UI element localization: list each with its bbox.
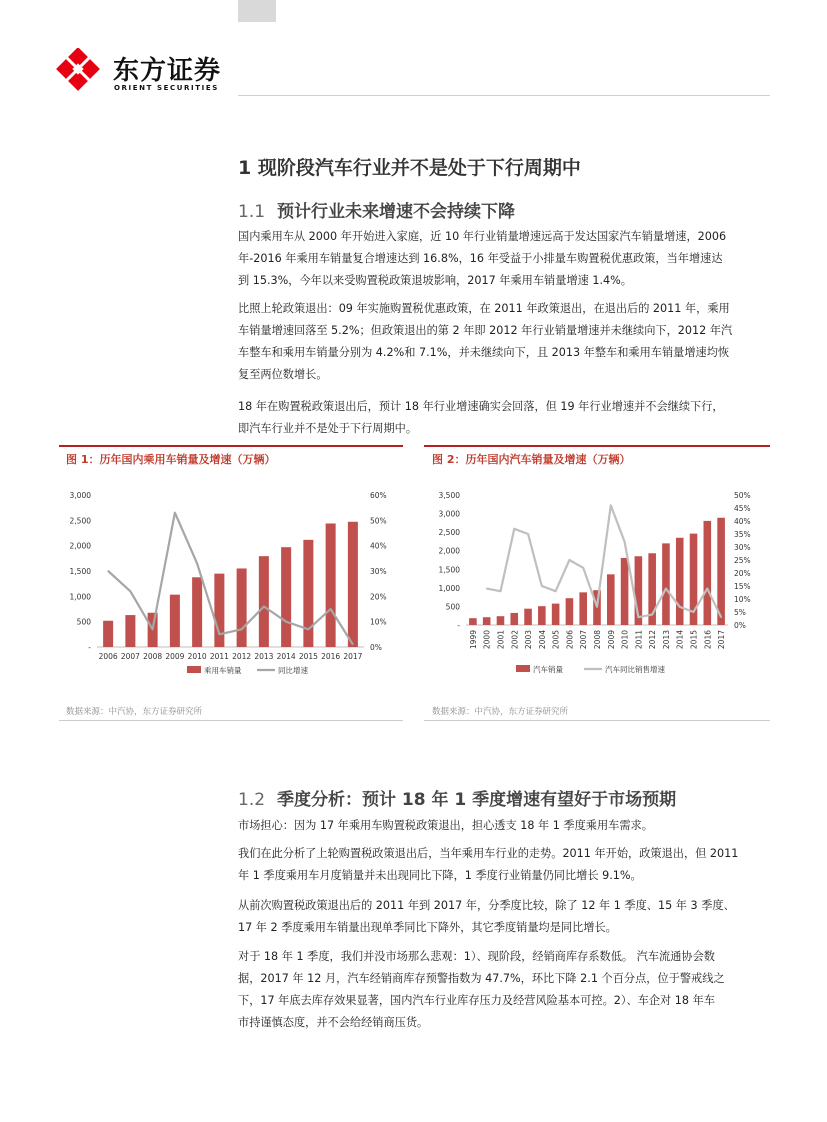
y-tick-label: 2,000 bbox=[438, 546, 460, 556]
line-point bbox=[196, 563, 198, 565]
figure-1-source: 数据来源：中汽协，东方证券研究所 bbox=[66, 707, 203, 717]
paragraph-3: 18 年在购置税政策退出后，预计 18 年行业增速确实会回落，但 19 年行业增速并不会继续下行， 即汽车行业并不是处于下行周期中。 bbox=[238, 400, 724, 435]
line-point bbox=[569, 559, 571, 561]
x-tick-label: 2013 bbox=[254, 652, 274, 661]
line-point bbox=[638, 616, 640, 618]
bar bbox=[192, 577, 202, 647]
y2-tick-label: 5% bbox=[734, 608, 746, 617]
y-tick-label: 2,500 bbox=[69, 516, 91, 526]
y2-tick-label: 10% bbox=[370, 617, 387, 627]
x-tick-label: 2009 bbox=[606, 630, 616, 650]
bar bbox=[483, 617, 491, 625]
line-point bbox=[527, 533, 529, 535]
subsection-number: 1.1 bbox=[238, 202, 266, 222]
y2-tick-label: 60% bbox=[370, 491, 387, 500]
line-point bbox=[308, 628, 310, 630]
y-tick-label: - bbox=[457, 621, 460, 630]
header-divider bbox=[238, 95, 770, 96]
x-tick-label: 2011 bbox=[634, 630, 644, 650]
chart-2 bbox=[424, 470, 770, 690]
x-tick-label: 2014 bbox=[276, 652, 296, 661]
x-tick-label: 2010 bbox=[620, 630, 630, 650]
bar bbox=[125, 615, 135, 647]
line-point bbox=[610, 505, 612, 507]
x-tick-label: 2003 bbox=[524, 630, 534, 650]
line-point bbox=[174, 512, 176, 514]
legend-bar-swatch bbox=[516, 665, 530, 672]
paragraph-1: 国内乘用车从 2000 年开始进入家庭，近 10 年行业销量增速远高于发达国家汽车销量增速，2006 年-2016 年乘用车销量复合增速达到 16.8%，16 年受益于小排量车购置税优惠政策，当年增速达 到 15.3%，今年以来受购置税政策退坡影响，2017 年乘用车销量增速 1.4%。 bbox=[238, 230, 727, 287]
line-point bbox=[330, 608, 332, 610]
figure-1-title: 图 1：历年国内乘用车销量及增速（万辆） bbox=[66, 453, 276, 466]
line-point bbox=[555, 590, 557, 592]
legend-label: 汽车销量 bbox=[533, 665, 563, 674]
logo-icon bbox=[56, 48, 108, 92]
line-point bbox=[651, 614, 653, 616]
y2-tick-label: 40% bbox=[370, 541, 387, 551]
x-tick-label: 2008 bbox=[593, 630, 602, 650]
company-logo bbox=[56, 48, 108, 92]
figure-2-top-rule bbox=[424, 445, 770, 447]
line-point bbox=[500, 590, 502, 592]
legend-label: 汽车同比销售增速 bbox=[605, 665, 665, 674]
line-point bbox=[219, 634, 221, 636]
y-tick-label: 1,500 bbox=[69, 567, 91, 576]
chart-1 bbox=[59, 470, 403, 690]
x-tick-label: 2008 bbox=[143, 652, 163, 661]
line-point bbox=[107, 570, 109, 572]
x-tick-label: 1999 bbox=[468, 630, 478, 650]
subsection-title-1-2 bbox=[238, 785, 676, 810]
paragraph-6: 从前次购置税政策退出后的 2011 年到 2017 年，分季度比较，除了 12 年 1 季度、15 年 3 季度、 17 年 2 季度乘用车销量出现单季同比下降外，其它季度销量均是同比增长。 bbox=[238, 899, 735, 934]
bar bbox=[259, 556, 269, 647]
x-tick-label: 2017 bbox=[343, 652, 363, 661]
line-point bbox=[665, 588, 667, 590]
x-tick-label: 2001 bbox=[496, 630, 506, 650]
x-tick-label: 2016 bbox=[703, 630, 713, 650]
line-point bbox=[263, 606, 265, 608]
paragraph-2: 比照上轮政策退出：09 年实施购置税优惠政策，在 2011 年政策退出，在退出后的 2011 年，乘用 车销量增速回落至 5.2%；但政策退出的第 2 年即 2012 年行业销量增速并未继续向下，2012 年汽 车整车和乘用车销量分别为 4.2%和 7.1%，并未继续向下，且 2013 年整车和乘用车销量增速均恢 复至两位数增长。 bbox=[238, 302, 733, 381]
bar bbox=[103, 621, 113, 647]
bar bbox=[170, 595, 180, 647]
x-tick-label: 2013 bbox=[661, 630, 671, 650]
y-tick-label: 500 bbox=[76, 617, 91, 627]
x-tick-label: 2007 bbox=[120, 652, 140, 661]
bar bbox=[662, 543, 670, 625]
y2-tick-label: 0% bbox=[370, 643, 382, 652]
legend-bar-swatch bbox=[187, 666, 201, 673]
bar bbox=[538, 606, 546, 625]
subsection-title-1-1 bbox=[238, 197, 515, 222]
y-tick-label: 3,000 bbox=[69, 491, 91, 500]
line-point bbox=[513, 528, 515, 530]
legend-label: 同比增速 bbox=[278, 666, 308, 675]
x-tick-label: 2015 bbox=[298, 652, 318, 661]
bar bbox=[281, 547, 291, 647]
line-point bbox=[241, 628, 243, 630]
subsection-number: 1.2 bbox=[238, 790, 266, 810]
y-tick-label: 3,000 bbox=[438, 509, 460, 519]
y-tick-label: 2,500 bbox=[438, 528, 460, 538]
line-point bbox=[679, 606, 681, 608]
logo-chinese-name: 东方证券 bbox=[113, 56, 222, 86]
subsection-text: 季度分析：预计 18 年 1 季度增速有望好于市场预期 bbox=[276, 790, 677, 810]
bar bbox=[524, 609, 532, 625]
bar bbox=[469, 618, 477, 625]
x-tick-label: 2014 bbox=[675, 630, 685, 650]
x-tick-label: 2015 bbox=[689, 630, 699, 650]
y2-tick-label: 30% bbox=[734, 543, 751, 552]
line-point bbox=[285, 621, 287, 623]
x-tick-label: 2002 bbox=[510, 630, 520, 650]
line-point bbox=[541, 585, 543, 587]
paragraph-4: 市场担心：因为 17 年乘用车购置税政策退出，担心透支 18 年 1 季度乘用车需求。 bbox=[238, 819, 653, 832]
y2-tick-label: 20% bbox=[370, 592, 387, 602]
bar bbox=[214, 574, 224, 647]
y-tick-label: 2,000 bbox=[69, 541, 91, 551]
y2-tick-label: 45% bbox=[734, 504, 751, 513]
bar bbox=[704, 521, 712, 625]
x-tick-label: 2010 bbox=[187, 652, 207, 661]
x-tick-label: 2006 bbox=[98, 652, 118, 661]
bar bbox=[607, 574, 615, 625]
bar bbox=[552, 604, 560, 625]
figure-2-source: 数据来源：中汽协，东方证券研究所 bbox=[432, 707, 569, 717]
x-tick-label: 2012 bbox=[648, 630, 658, 650]
bar bbox=[717, 518, 725, 625]
y-tick-label: 1,000 bbox=[69, 592, 91, 602]
bar bbox=[497, 616, 505, 625]
header-gray-tab bbox=[238, 0, 276, 22]
y2-tick-label: 20% bbox=[734, 569, 751, 578]
growth-line bbox=[108, 513, 353, 645]
bar bbox=[676, 538, 684, 625]
line-point bbox=[707, 588, 709, 590]
line-point bbox=[693, 611, 695, 613]
bar bbox=[348, 522, 358, 647]
y2-tick-label: 50% bbox=[370, 516, 387, 526]
subsection-text: 预计行业未来增速不会持续下降 bbox=[276, 202, 515, 222]
y-tick-label: 1,500 bbox=[438, 565, 460, 575]
paragraph-5: 我们在此分析了上轮购置税政策退出后，当年乘用车行业的走势。2011 年开始，政策退出，但 2011 年 1 季度乘用车月度销量并未出现同比下降，1 季度行业销量仍同比增长 9.1%。 bbox=[238, 847, 739, 882]
y-tick-label: 3,500 bbox=[438, 491, 460, 500]
line-point bbox=[582, 567, 584, 569]
x-tick-label: 2006 bbox=[565, 630, 575, 650]
bar bbox=[621, 558, 629, 625]
y2-tick-label: 25% bbox=[734, 556, 751, 565]
line-point bbox=[352, 644, 354, 646]
x-tick-label: 2000 bbox=[482, 630, 492, 650]
line-point bbox=[130, 590, 132, 592]
legend-label: 乘用车销量 bbox=[204, 666, 242, 675]
bar bbox=[237, 568, 247, 647]
bar bbox=[326, 523, 336, 647]
x-tick-label: 2011 bbox=[209, 652, 229, 661]
y-tick-label: 1,000 bbox=[438, 583, 460, 593]
x-tick-label: 2017 bbox=[717, 630, 727, 650]
line-point bbox=[152, 628, 154, 630]
y-tick-label: 500 bbox=[445, 602, 460, 612]
line-point bbox=[596, 606, 598, 608]
line-point bbox=[486, 588, 488, 590]
y2-tick-label: 10% bbox=[734, 595, 751, 604]
y2-tick-label: 15% bbox=[734, 582, 751, 591]
bar bbox=[303, 540, 313, 647]
y2-tick-label: 50% bbox=[734, 491, 751, 500]
bar bbox=[510, 613, 518, 625]
figure-2-title: 图 2：历年国内汽车销量及增速（万辆） bbox=[432, 453, 631, 466]
bar bbox=[566, 598, 574, 625]
x-tick-label: 2007 bbox=[579, 630, 589, 650]
y-tick-label: - bbox=[88, 643, 91, 652]
y2-tick-label: 40% bbox=[734, 517, 751, 526]
figure-1-top-rule bbox=[59, 445, 403, 447]
x-tick-label: 2009 bbox=[165, 652, 185, 661]
figure-1-bottom-rule bbox=[59, 720, 403, 721]
logo-english-name: ORIENT SECURITIES bbox=[114, 84, 219, 92]
y2-tick-label: 35% bbox=[734, 530, 751, 539]
growth-line bbox=[487, 505, 721, 617]
line-point bbox=[720, 616, 722, 618]
section-title: 1 现阶段汽车行业并不是处于下行周期中 bbox=[238, 157, 581, 179]
bar bbox=[579, 592, 587, 625]
y2-tick-label: 30% bbox=[370, 567, 387, 576]
x-tick-label: 2005 bbox=[551, 630, 561, 650]
paragraph-7: 对于 18 年 1 季度，我们并没市场那么悲观：1）、现阶段，经销商库存系数低。 汽车流通协会数 据，2017 年 12 月，汽车经销商库存预警指数为 47.7%，环比下降 2.1 个百分点，位于警戒线之 下，17 年底去库存效果显著，国内汽车行业库存压力及经营风险基本可控。2）、车企对 18 年车 市持谨慎态度，并不会给经销商压货。 bbox=[238, 950, 725, 1029]
y2-tick-label: 0% bbox=[734, 621, 746, 630]
figure-2-bottom-rule bbox=[424, 720, 770, 721]
x-tick-label: 2012 bbox=[232, 652, 252, 661]
line-point bbox=[624, 541, 626, 543]
x-tick-label: 2004 bbox=[537, 630, 547, 650]
x-tick-label: 2016 bbox=[321, 652, 341, 661]
